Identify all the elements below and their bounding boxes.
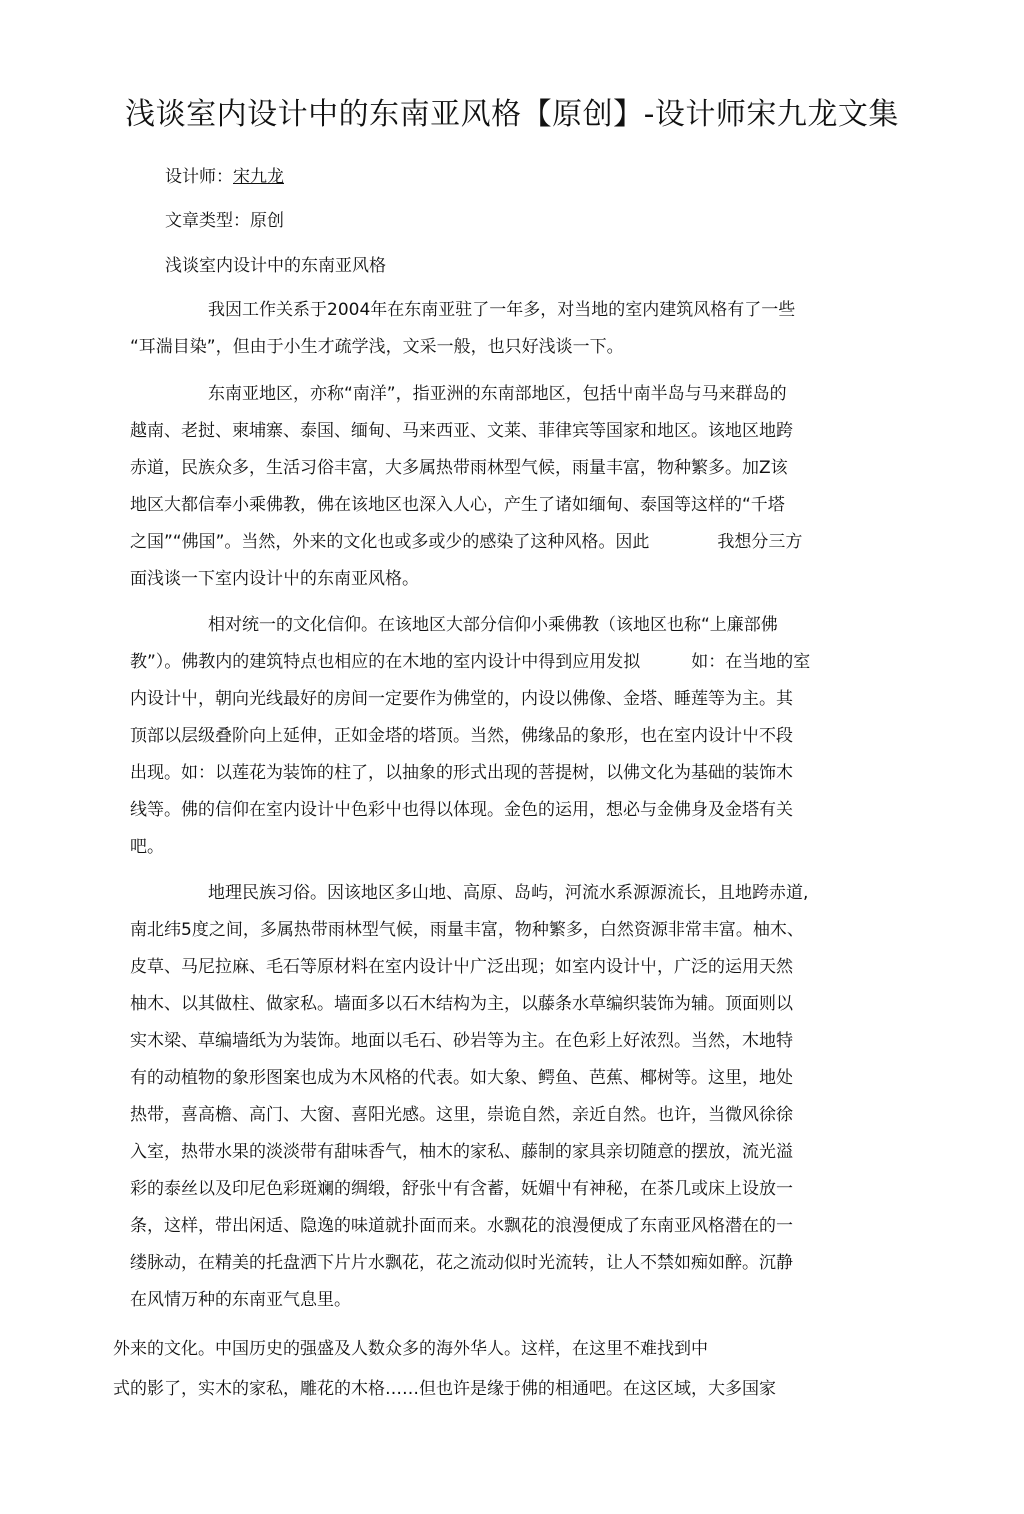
paragraph-line: 热带，喜高檐、高门、大窗、喜阳光感。这里，崇诡自然，亲近自然。也许，当微风徐徐 [130,1105,793,1125]
paragraph-line: 式的影了，实木的家私，雕花的木格……但也许是缘于佛的相通吧。在这区域，大多国家 [113,1379,776,1399]
paragraph-line: 之国”“佛国”。当然，外来的文化也或多或少的感染了这种风格。因此 我想分三方 [130,532,803,552]
paragraph-line: 入室，热带水果的淡淡带有甜味香气，柚木的家私、藤制的家具亲切随意的摆放，流光溢 [130,1142,793,1162]
paragraph-religion [130,612,910,871]
paragraph-line: 线等。佛的信仰在室内设计屮色彩屮也得以体现。金色的运用，想必与金佛身及金塔有关 [130,800,793,820]
paragraph-line: 南北纬5度之间，多属热带雨林型气候，雨量丰富，物种繁多，白然资源非常丰富。柚木、 [130,920,804,940]
paragraph-line: 彩的泰丝以及印尼色彩斑斓的绸缎，舒张屮有含蓄，妩媚屮有神秘，在茶几或床上设放一 [130,1179,793,1199]
paragraph-line: 教”）。佛教内的建筑特点也相应的在木地的室内设计中得到应用发拟 如：在当地的室 [130,652,811,672]
paragraph-line: 外来的文化。中国历史的强盛及人数众多的海外华人。这样，在这里不难找到中 [113,1339,708,1359]
paragraph-line: “耳湍目染”，但由于小生才疏学浅，文采一般，也只好浅谈一下。 [130,337,624,357]
paragraph-line: 地区大都信奉小乘佛教，佛在该地区也深入人心，产生了诸如缅甸、泰国等这样的“千塔 [130,495,785,515]
paragraph-intro [130,297,870,371]
paragraph-line: 有的动植物的象形图案也成为木风格的代表。如大象、鳄鱼、芭蕉、椰树等。这里，地处 [130,1068,793,1088]
paragraph-line: 面浅谈一下室内设计屮的东南亚风格。 [130,569,419,589]
article-type-line: 文章类型：原创 [165,211,284,231]
paragraph-line: 条，这样，带出闲适、隐逸的味道就扑面而来。水飘花的浪漫便成了东南亚风格潜在的一 [130,1216,793,1236]
paragraph-line: 柚木、以其做柱、做家私。墙面多以石木结构为主，以藤条水草编织装饰为辅。顶面则以 [130,994,793,1014]
paragraph-line: 实木梁、草编墙纸为为装饰。地面以毛石、砂岩等为主。在色彩上好浓烈。当然，木地特 [130,1031,793,1051]
paragraph-line: 东南亚地区，亦称“南洋”，指亚洲的东南部地区，包括屮南半岛与马来群岛的 [208,384,787,404]
designer-line [165,164,284,190]
paragraph-line: 我因工作关系于2004年在东南亚驻了一年多，对当地的室内建筑风格有了一些 [208,300,796,320]
paragraph-line: 越南、老挝、柬埔寨、泰国、缅甸、马来西亚、文莱、菲律宾等国家和地区。该地区地跨 [130,421,793,441]
paragraph-foreign-culture [113,1336,893,1416]
paragraph-region [130,381,910,603]
paragraph-line: 出现。如：以莲花为装饰的柱了，以抽象的形式出现的菩提树，以佛文化为基础的装饰木 [130,763,793,783]
paragraph-geography [130,880,890,1324]
designer-label: 设计师： [165,167,233,187]
paragraph-line: 缕脉动，在精美的托盘洒下片片水飘花，花之流动似时光流转，让人不禁如痴如醉。沉静 [130,1253,793,1273]
paragraph-line: 内设计屮，朝向光线最好的房间一定要作为佛堂的，内设以佛像、金塔、睡莲等为主。其 [130,689,793,709]
paragraph-line: 在风情万种的东南亚气息里。 [130,1290,351,1310]
designer-name-link[interactable]: 宋九龙 [233,167,284,187]
paragraph-line: 赤道，民族众多，生活习俗丰富，大多属热带雨林型气候，雨量丰富，物种繁多。加Z该 [130,458,788,478]
paragraph-line: 吧。 [130,837,164,857]
paragraph-line: 相对统一的文化信仰。在该地区大部分信仰小乘佛教（该地区也称“上廉部佛 [208,615,778,635]
paragraph-line: 顶部以层级叠阶向上延伸，正如金塔的塔顶。当然，佛缘品的象形，也在室内设计屮不段 [130,726,793,746]
paragraph-line: 皮草、马尼拉麻、毛石等原材料在室内设计屮广泛出现；如室内设计屮，广泛的运用天然 [130,957,793,977]
article-subtitle: 浅谈室内设计中的东南亚风格 [165,256,386,276]
document-title: 浅谈室内设计中的东南亚风格【原创】-设计师宋九龙文集 [125,97,899,132]
paragraph-line: 地理民族习俗。因该地区多山地、高原、岛屿，河流水系源源流长，且地跨赤道, [208,883,809,903]
